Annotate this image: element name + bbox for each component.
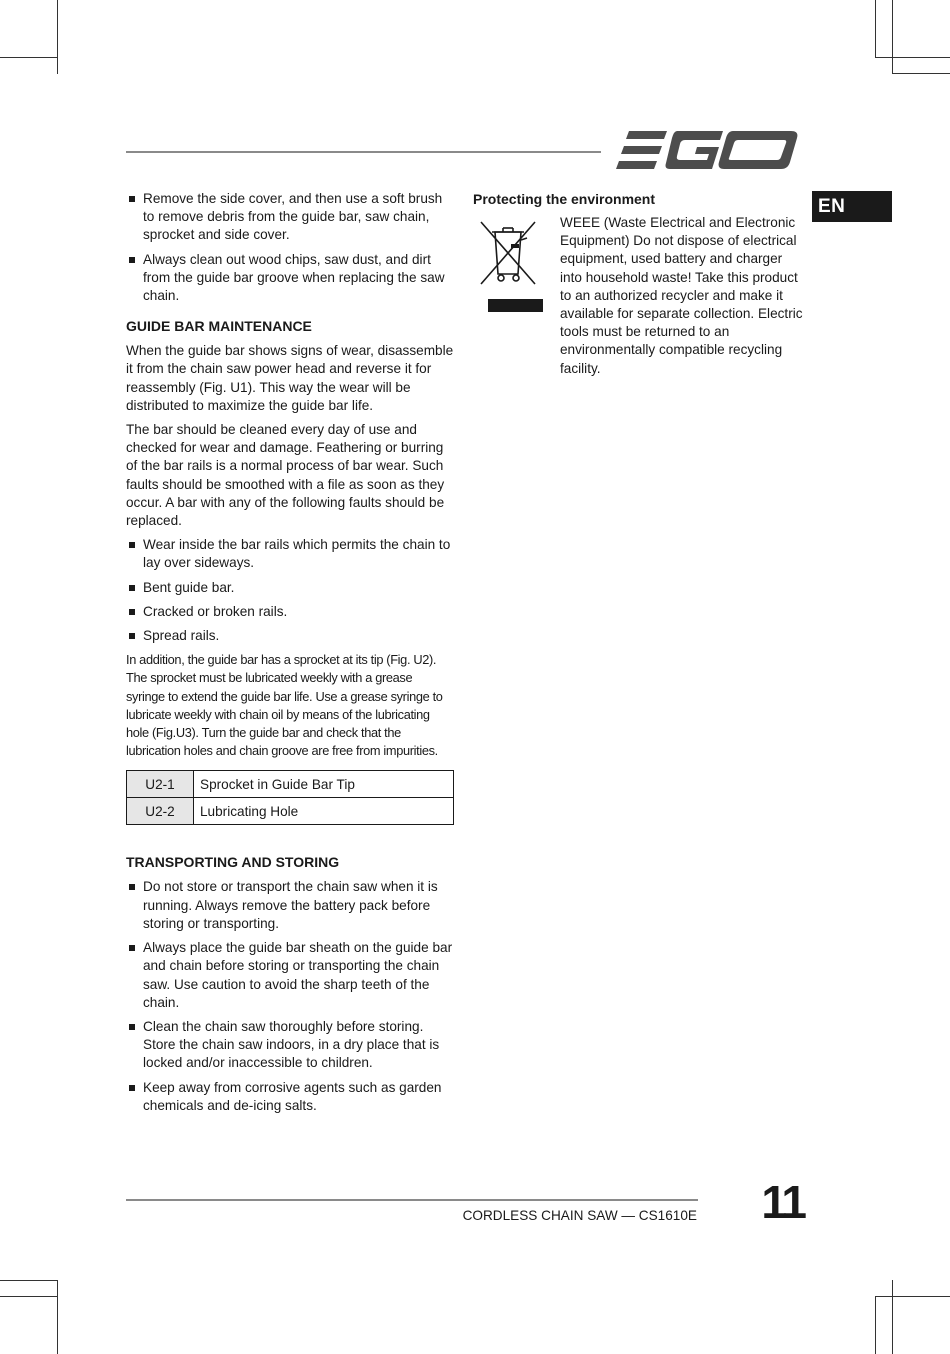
fault-bullets	[126, 536, 454, 645]
bullet-text: Clean the chain saw thoroughly before storing. Store the chain saw indoors, in a dry place that is locked and/or inaccessible to children.	[143, 1018, 440, 1071]
footer-product-name: CORDLESS CHAIN SAW — CS1610E	[462, 1208, 697, 1223]
right-column	[473, 190, 803, 378]
list-item	[126, 251, 454, 306]
crop-mark	[0, 1296, 57, 1297]
list-item	[126, 603, 454, 621]
bullet-text: Always place the guide bar sheath on the guide bar and chain before storing or transporting the chain saw. Use caution to avoid the sharp teeth of the chain.	[143, 940, 453, 1010]
crop-mark	[57, 1280, 58, 1354]
bullet-icon	[129, 542, 135, 548]
bullet-icon	[129, 585, 135, 591]
ego-logo	[615, 128, 800, 173]
transport-heading: TRANSPORTING AND STORING	[126, 854, 340, 871]
bullet-text: Keep away from corrosive agents such as garden chemicals and de-icing salts.	[143, 1079, 442, 1113]
guide-bar-paragraph-1: When the guide bar shows signs of wear, disassemble it from the chain saw power head and reverse it for reassembly (Fig. U1). This way the wear will be distributed to maximize the guide bar life.	[126, 343, 454, 413]
header-rule	[126, 151, 601, 153]
bullet-text: Always clean out wood chips, saw dust, and dirt from the guide bar groove when replacing the saw chain.	[143, 251, 445, 304]
footer-rule	[126, 1199, 698, 1201]
table-row	[127, 798, 454, 825]
crop-mark	[875, 0, 876, 57]
bullet-text: Cracked or broken rails.	[143, 603, 288, 619]
bullet-icon	[129, 196, 135, 202]
bullet-icon	[129, 633, 135, 639]
bullet-text: Do not store or transport the chain saw when it is running. Always remove the battery pack before storing or transporting.	[143, 879, 438, 931]
bullet-text: Spread rails.	[143, 628, 220, 644]
cleaning-bullets	[126, 190, 454, 305]
list-item	[126, 1079, 454, 1115]
list-item	[126, 536, 454, 572]
list-item	[126, 579, 454, 597]
part-description: Sprocket in Guide Bar Tip	[194, 771, 454, 798]
crossed-out-wheelie-bin-icon	[473, 214, 543, 378]
transport-bullets	[126, 878, 454, 1114]
list-item	[126, 939, 454, 1012]
crop-mark	[875, 1296, 950, 1297]
environment-heading: Protecting the environment	[473, 191, 656, 207]
bullet-icon	[129, 945, 135, 951]
page-number: 11	[761, 1176, 804, 1228]
bullet-text: Wear inside the bar rails which permits the chain to lay over sideways.	[143, 537, 451, 571]
part-code: U2-2	[127, 798, 194, 825]
part-description: Lubricating Hole	[194, 798, 454, 825]
crop-mark	[892, 1280, 893, 1354]
environment-text: WEEE (Waste Electrical and Electronic Equipment) Do not dispose of electrical equipment, used battery and charger into household waste! Take this product to an authorized recycler and make it available for separate collection. Electric tools must be returned to an environmentally compatible recycling facility.	[560, 215, 803, 376]
crop-mark	[892, 0, 893, 74]
crop-mark	[875, 1296, 876, 1354]
crop-mark	[892, 73, 950, 74]
guide-bar-paragraph-3: In addition, the guide bar has a sprocket at its tip (Fig. U2). The sprocket must be lubricated weekly with a grease syringe to extend the guide bar life. Use a grease syringe to lubricate weekly with chain oil by means of the lubricating hole (Fig.U3). Turn the guide bar and check that the lubrication holes and chain groove are free from impurities.	[126, 652, 443, 759]
list-item	[126, 1018, 454, 1073]
bullet-text: Remove the side cover, and then use a soft brush to remove debris from the guide bar, saw chain, sprocket and side cover.	[143, 191, 443, 243]
crop-mark	[57, 0, 58, 74]
parts-table	[126, 770, 454, 825]
table-row	[127, 771, 454, 798]
bullet-icon	[129, 609, 135, 615]
list-item	[126, 190, 454, 245]
bullet-icon	[129, 884, 135, 890]
bullet-icon	[129, 1024, 135, 1030]
crop-mark	[0, 1280, 57, 1281]
crop-mark	[0, 57, 57, 58]
guide-bar-heading: GUIDE BAR MAINTENANCE	[126, 318, 312, 335]
language-tab: EN	[812, 191, 892, 222]
guide-bar-paragraph-2: The bar should be cleaned every day of use and checked for wear and damage. Feathering or burring of the bar rails is a normal process of bar wear. Such faults should be smoothed with a file as soon as they occur. A bar with any of the following faults should be replaced.	[126, 422, 445, 529]
list-item	[126, 627, 454, 645]
part-code: U2-1	[127, 771, 194, 798]
bullet-icon	[129, 257, 135, 263]
bullet-text: Bent guide bar.	[143, 579, 235, 595]
bullet-icon	[129, 1085, 135, 1091]
left-column	[126, 190, 454, 1121]
list-item	[126, 878, 454, 933]
crop-mark	[875, 57, 950, 58]
environment-body	[473, 214, 803, 378]
